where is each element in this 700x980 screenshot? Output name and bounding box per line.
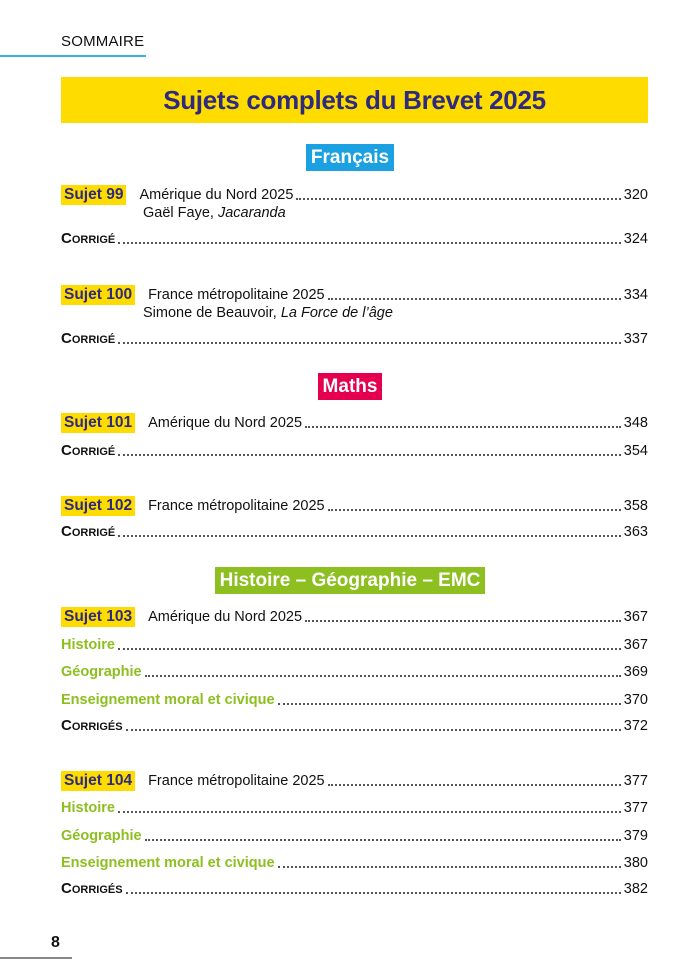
page-ref: 377 xyxy=(623,800,648,816)
toc-entry-part[interactable] xyxy=(61,853,648,873)
section-heading xyxy=(0,567,700,594)
author: Gaël Faye, xyxy=(143,205,218,221)
section-heading xyxy=(0,144,700,171)
entry-label: France métropolitaine 2025 xyxy=(148,287,325,303)
entry-label: Corrigé xyxy=(61,523,116,540)
page-ref: 337 xyxy=(623,331,648,347)
sujet-badge: Sujet 104 xyxy=(61,771,135,791)
toc-entry-part[interactable] xyxy=(61,635,648,655)
entry-label: Corrigés xyxy=(61,880,123,897)
toc-entry-corrige[interactable] xyxy=(61,441,648,461)
page-ref: 367 xyxy=(623,609,648,625)
entry-label: France métropolitaine 2025 xyxy=(148,498,325,514)
section-heading xyxy=(0,373,700,400)
entry-label: Géographie xyxy=(61,664,142,680)
toc-entry-part[interactable] xyxy=(61,690,648,710)
entry-label: France métropolitaine 2025 xyxy=(148,773,325,789)
entry-subtitle xyxy=(143,303,393,323)
leader-dots xyxy=(145,675,621,677)
page-ref: 358 xyxy=(623,498,648,514)
sujet-badge: Sujet 102 xyxy=(61,496,135,516)
page-ref: 354 xyxy=(623,443,648,459)
running-header: SOMMAIRE xyxy=(61,33,145,50)
leader-dots xyxy=(126,892,621,894)
toc-entry-sujet[interactable] xyxy=(61,185,648,205)
toc-entry-corrige[interactable] xyxy=(61,716,648,736)
section-heading-label: Maths xyxy=(318,373,383,400)
footer-rule xyxy=(0,957,72,959)
leader-dots xyxy=(118,342,621,344)
entry-label: Amérique du Nord 2025 xyxy=(148,609,303,625)
page-ref: 377 xyxy=(623,773,648,789)
work-title: La Force de l’âge xyxy=(280,305,393,321)
entry-label: Histoire xyxy=(61,800,115,816)
entry-label: Amérique du Nord 2025 xyxy=(139,187,294,203)
toc-entry-corrige[interactable] xyxy=(61,229,648,249)
toc-entry-sujet[interactable] xyxy=(61,285,648,305)
page-ref: 372 xyxy=(623,718,648,734)
page-ref: 382 xyxy=(623,881,648,897)
leader-dots xyxy=(118,242,621,244)
sujet-badge: Sujet 101 xyxy=(61,413,135,433)
section-heading-label: Français xyxy=(306,144,394,171)
toc-entry-sujet[interactable] xyxy=(61,771,648,791)
page-ref: 348 xyxy=(623,415,648,431)
toc-entry-corrige[interactable] xyxy=(61,329,648,349)
toc-entry-sujet[interactable] xyxy=(61,413,648,433)
entry-label: Corrigé xyxy=(61,442,116,459)
entry-label: Enseignement moral et civique xyxy=(61,692,275,708)
leader-dots xyxy=(278,703,621,705)
leader-dots xyxy=(126,729,621,731)
page-ref: 367 xyxy=(623,637,648,653)
entry-subtitle xyxy=(143,203,286,223)
leader-dots xyxy=(118,811,621,813)
page-ref: 320 xyxy=(623,187,648,203)
header-rule xyxy=(0,55,146,57)
page-ref: 369 xyxy=(623,664,648,680)
leader-dots xyxy=(145,839,621,841)
page-ref: 370 xyxy=(623,692,648,708)
leader-dots xyxy=(305,426,621,428)
leader-dots xyxy=(278,866,621,868)
page-ref: 379 xyxy=(623,828,648,844)
toc-entry-part[interactable] xyxy=(61,662,648,682)
page-ref: 380 xyxy=(623,855,648,871)
leader-dots xyxy=(328,509,621,511)
work-title: Jacaranda xyxy=(217,205,286,221)
leader-dots xyxy=(118,648,621,650)
leader-dots xyxy=(328,784,621,786)
entry-label: Corrigé xyxy=(61,330,116,347)
section-heading-label: Histoire – Géographie – EMC xyxy=(215,567,486,594)
sujet-badge: Sujet 100 xyxy=(61,285,135,305)
toc-entry-sujet[interactable] xyxy=(61,496,648,516)
sujet-badge: Sujet 103 xyxy=(61,607,135,627)
leader-dots xyxy=(118,535,621,537)
leader-dots xyxy=(296,198,620,200)
page-number: 8 xyxy=(51,934,60,951)
toc-entry-corrige[interactable] xyxy=(61,879,648,899)
leader-dots xyxy=(118,454,621,456)
leader-dots xyxy=(328,298,621,300)
toc-entry-part[interactable] xyxy=(61,798,648,818)
entry-label: Amérique du Nord 2025 xyxy=(148,415,303,431)
page-title: Sujets complets du Brevet 2025 xyxy=(61,77,648,123)
sujet-badge: Sujet 99 xyxy=(61,185,126,205)
toc-entry-sujet[interactable] xyxy=(61,607,648,627)
entry-label: Corrigés xyxy=(61,717,123,734)
toc-entry-part[interactable] xyxy=(61,826,648,846)
entry-label: Géographie xyxy=(61,828,142,844)
entry-label: Histoire xyxy=(61,637,115,653)
page-ref: 334 xyxy=(623,287,648,303)
page-ref: 324 xyxy=(623,231,648,247)
page-ref: 363 xyxy=(623,524,648,540)
author: Simone de Beauvoir, xyxy=(143,305,281,321)
entry-label: Corrigé xyxy=(61,230,116,247)
entry-label: Enseignement moral et civique xyxy=(61,855,275,871)
leader-dots xyxy=(305,620,621,622)
toc-entry-corrige[interactable] xyxy=(61,522,648,542)
